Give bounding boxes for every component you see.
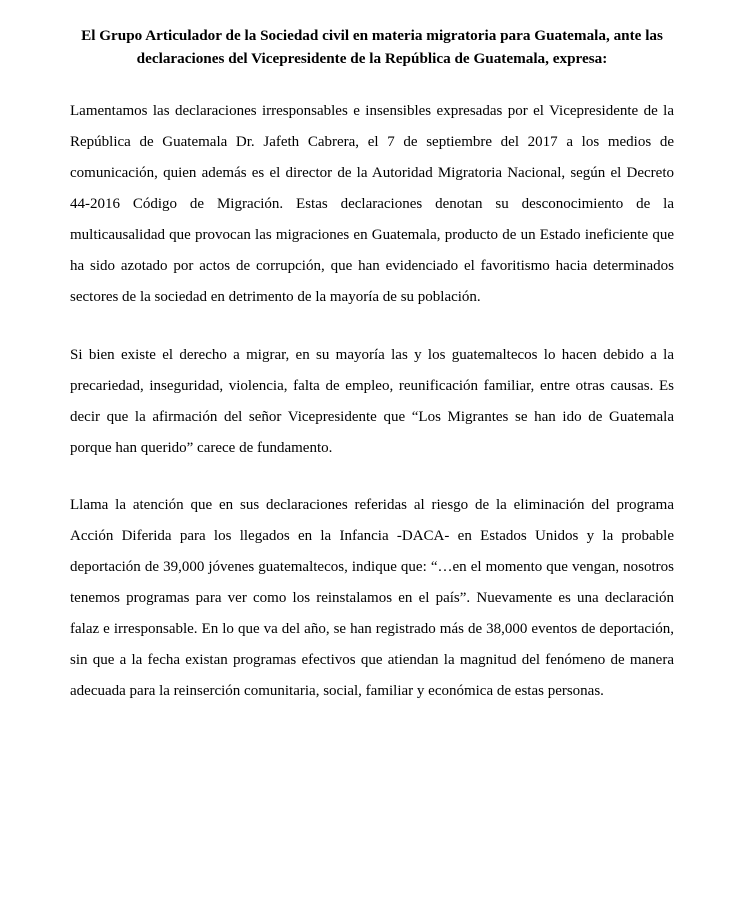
paragraph-3: Llama la atención que en sus declaraciones referidas al riesgo de la eliminación del programa Acción Diferida para los llegados en la Infancia -DACA- en Estados Unidos y la probable deportación de 39,000 jóvenes guatemaltecos, indique que: “…en el momento que vengan, nosotros tenemos programas para ver como los reinstalamos en el país”. Nuevamente es una declaración falaz e irresponsable. En lo que va del año, se han registrado más de 38,000 eventos de deportación, sin que a la fecha existan programas efectivos que atiendan la magnitud del fenómeno de manera adecuada para la reinserción comunitaria, social, familiar y económica de estas personas. — [70, 496, 674, 699]
paragraph-1: Lamentamos las declaraciones irresponsables e insensibles expresadas por el Vicepresidente de la República de Guatemala Dr. Jafeth Cabrera, el 7 de septiembre del 2017 a los medios de comunicación, quien además es el director de la Autoridad Migratoria Nacional, según el Decreto 44-2016 Código de Migración. Estas declaraciones denotan su desconocimiento de la multicausalidad que provocan las migraciones en Guatemala, producto de un Estado ineficiente que ha sido azotado por actos de corrupción, que han evidenciado el favoritismo hacia determinados sectores de la sociedad en detrimento de la mayoría de su población. — [70, 103, 674, 306]
document-body — [70, 96, 674, 707]
paragraph-2: Si bien existe el derecho a migrar, en su mayoría las y los guatemaltecos lo hacen debido a la precariedad, inseguridad, violencia, falta de empleo, reunificación familiar, entre otras causas. Es decir que la afirmación del señor Vicepresidente que “Los Migrantes se han ido de Guatemala porque han querido” carece de fundamento. — [70, 346, 674, 456]
document-title: El Grupo Articulador de la Sociedad civil en materia migratoria para Guatemala, ante las declaraciones del Vicepresidente de la República de Guatemala, expresa: — [81, 27, 663, 68]
